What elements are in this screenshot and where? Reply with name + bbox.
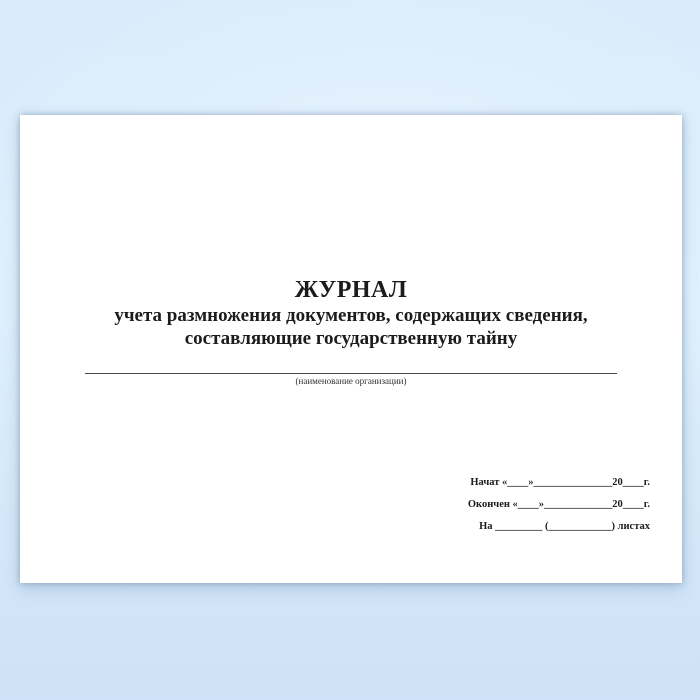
journal-title: ЖУРНАЛ (294, 277, 408, 303)
organization-name-block (85, 373, 617, 387)
document-page (20, 115, 682, 583)
field-sheets: На _________ (____________) листах (479, 521, 650, 532)
field-finished: Окончен «____»_____________20____г. (467, 499, 650, 510)
journal-subtitle-line-2: составляющие государственную тайну (184, 328, 518, 349)
organization-name-caption: (наименование организации) (295, 376, 407, 386)
journal-subtitle-line-1: учета размножения документов, содержащих сведения, (114, 305, 588, 326)
journal-meta-fields (468, 472, 650, 538)
title-block (20, 277, 682, 350)
field-started: Начат «____»_______________20____г. (470, 477, 650, 488)
